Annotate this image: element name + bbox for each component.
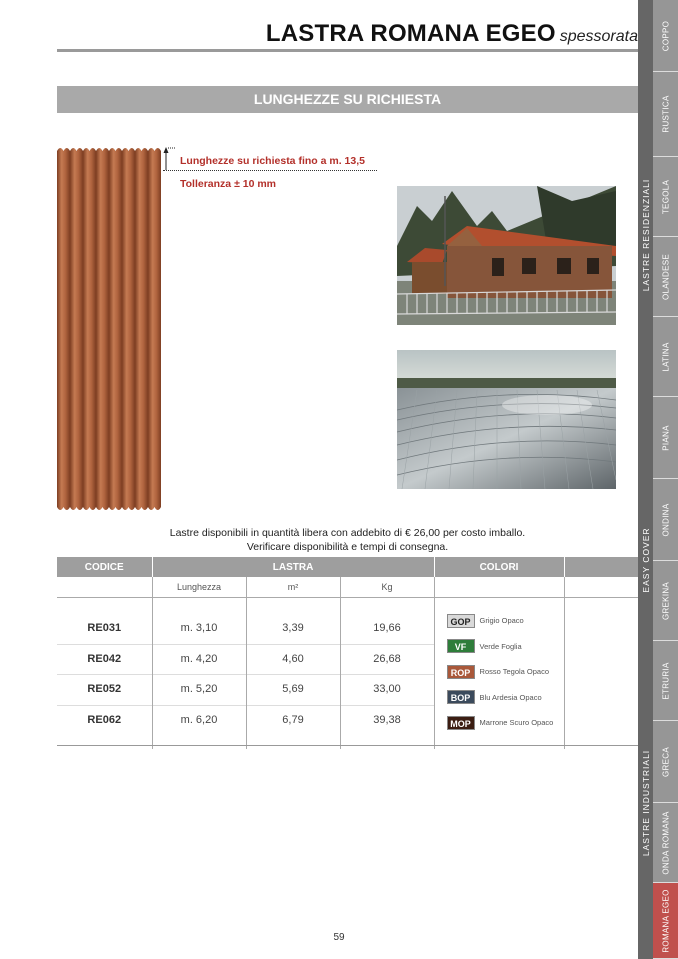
code-column	[57, 598, 152, 750]
spec-table	[57, 557, 638, 749]
color-item-bop	[435, 685, 564, 711]
sub-lunghezza: Lunghezza	[152, 577, 246, 598]
color-swatch: GOP	[447, 614, 475, 628]
empty-column	[564, 598, 638, 750]
table-bottom-rule	[57, 745, 638, 746]
group-label-residenziali: LASTRE RESIDENZIALI	[641, 178, 651, 292]
kg-cell: 39,38	[373, 713, 401, 726]
color-item-rop	[435, 659, 564, 685]
tab-tegola[interactable]: TEGOLA	[653, 157, 678, 237]
product-subtitle: spessorata	[559, 28, 638, 45]
tab-greca[interactable]: GRECA	[653, 721, 678, 803]
color-swatch: VF	[447, 639, 475, 653]
color-name: Marrone Scuro Opaco	[479, 718, 554, 728]
availability-check-note: Verificare disponibilità e tempi di consegna.	[246, 541, 449, 553]
mq-cell: 4,60	[247, 645, 340, 676]
tab-piana[interactable]: PIANA	[653, 397, 678, 479]
color-swatch: BOP	[447, 690, 475, 704]
col-colori: COLORI	[434, 557, 564, 577]
sheet-illustration	[57, 145, 161, 513]
dotted-divider	[163, 170, 377, 171]
tab-latina[interactable]: LATINA	[653, 317, 678, 397]
sub-last-empty	[564, 577, 638, 598]
length-note: Lunghezze su richiesta fino a m. 13,5	[180, 155, 365, 167]
mq-cell: 6,79	[282, 713, 304, 726]
color-item-mop	[435, 710, 564, 736]
color-item-gop	[435, 608, 564, 634]
tab-rustica[interactable]: RUSTICA	[653, 72, 678, 157]
sub-kg: Kg	[340, 577, 434, 598]
length-cell: m. 4,20	[153, 645, 246, 676]
col-empty	[564, 557, 638, 577]
table-header-row	[57, 557, 638, 577]
color-item-vf	[435, 634, 564, 660]
group-label-easy-cover: EASY COVER	[641, 527, 651, 593]
mq-cell: 5,69	[247, 675, 340, 706]
sub-empty	[57, 577, 152, 598]
tab-olandese[interactable]: OLANDESE	[653, 237, 678, 317]
color-name: Verde Foglia	[479, 641, 522, 651]
page-title	[266, 20, 638, 48]
length-column	[152, 598, 246, 750]
group-label-industriali: LASTRE INDUSTRIALI	[641, 749, 651, 857]
kg-cell: 33,00	[341, 675, 434, 706]
col-codice: CODICE	[57, 557, 152, 577]
title-divider	[57, 49, 638, 52]
mq-cell: 3,39	[247, 614, 340, 645]
table-body	[57, 598, 638, 750]
table-subheader-row	[57, 577, 638, 598]
length-cell: m. 5,20	[153, 675, 246, 706]
house-photo	[397, 186, 616, 325]
tab-grekina[interactable]: GREKINA	[653, 561, 678, 641]
color-name: Blu Ardesia Opaco	[479, 692, 542, 702]
col-lastra: LASTRA	[152, 557, 434, 577]
length-arrow-icon	[159, 146, 177, 172]
color-swatch: MOP	[447, 716, 475, 730]
section-header: LUNGHEZZE SU RICHIESTA	[57, 86, 638, 113]
mq-column	[246, 598, 340, 750]
code-cell: RE042	[57, 645, 152, 676]
code-cell: RE052	[57, 675, 152, 706]
kg-column	[340, 598, 434, 750]
tab-romana-egeo[interactable]: ROMANA EGEO	[653, 883, 678, 959]
tab-ondina[interactable]: ONDINA	[653, 479, 678, 561]
tab-etruria[interactable]: ETRURIA	[653, 641, 678, 721]
length-cell: m. 3,10	[153, 614, 246, 645]
kg-cell: 26,68	[341, 645, 434, 676]
code-cell: RE031	[57, 614, 152, 645]
tab-coppo[interactable]: COPPO	[653, 0, 678, 72]
color-name: Rosso Tegola Opaco	[479, 667, 550, 677]
sub-mq: m²	[246, 577, 340, 598]
length-cell: m. 6,20	[180, 713, 218, 726]
roof-photo	[397, 350, 616, 489]
colors-column	[434, 598, 564, 750]
color-swatch: ROP	[447, 665, 475, 679]
code-cell: RE062	[87, 713, 122, 726]
product-title: LASTRA ROMANA EGEO	[265, 20, 556, 47]
kg-cell: 19,66	[341, 614, 434, 645]
page-number: 59	[333, 932, 345, 943]
tolerance-note: Tolleranza ± 10 mm	[180, 178, 277, 190]
availability-note: Lastre disponibili in quantità libera con addebito di € 26,00 per costo imballo.	[169, 527, 526, 539]
sub-colori-empty	[434, 577, 564, 598]
tab-onda-romana[interactable]: ONDA ROMANA	[653, 803, 678, 883]
color-name: Grigio Opaco	[479, 616, 524, 626]
